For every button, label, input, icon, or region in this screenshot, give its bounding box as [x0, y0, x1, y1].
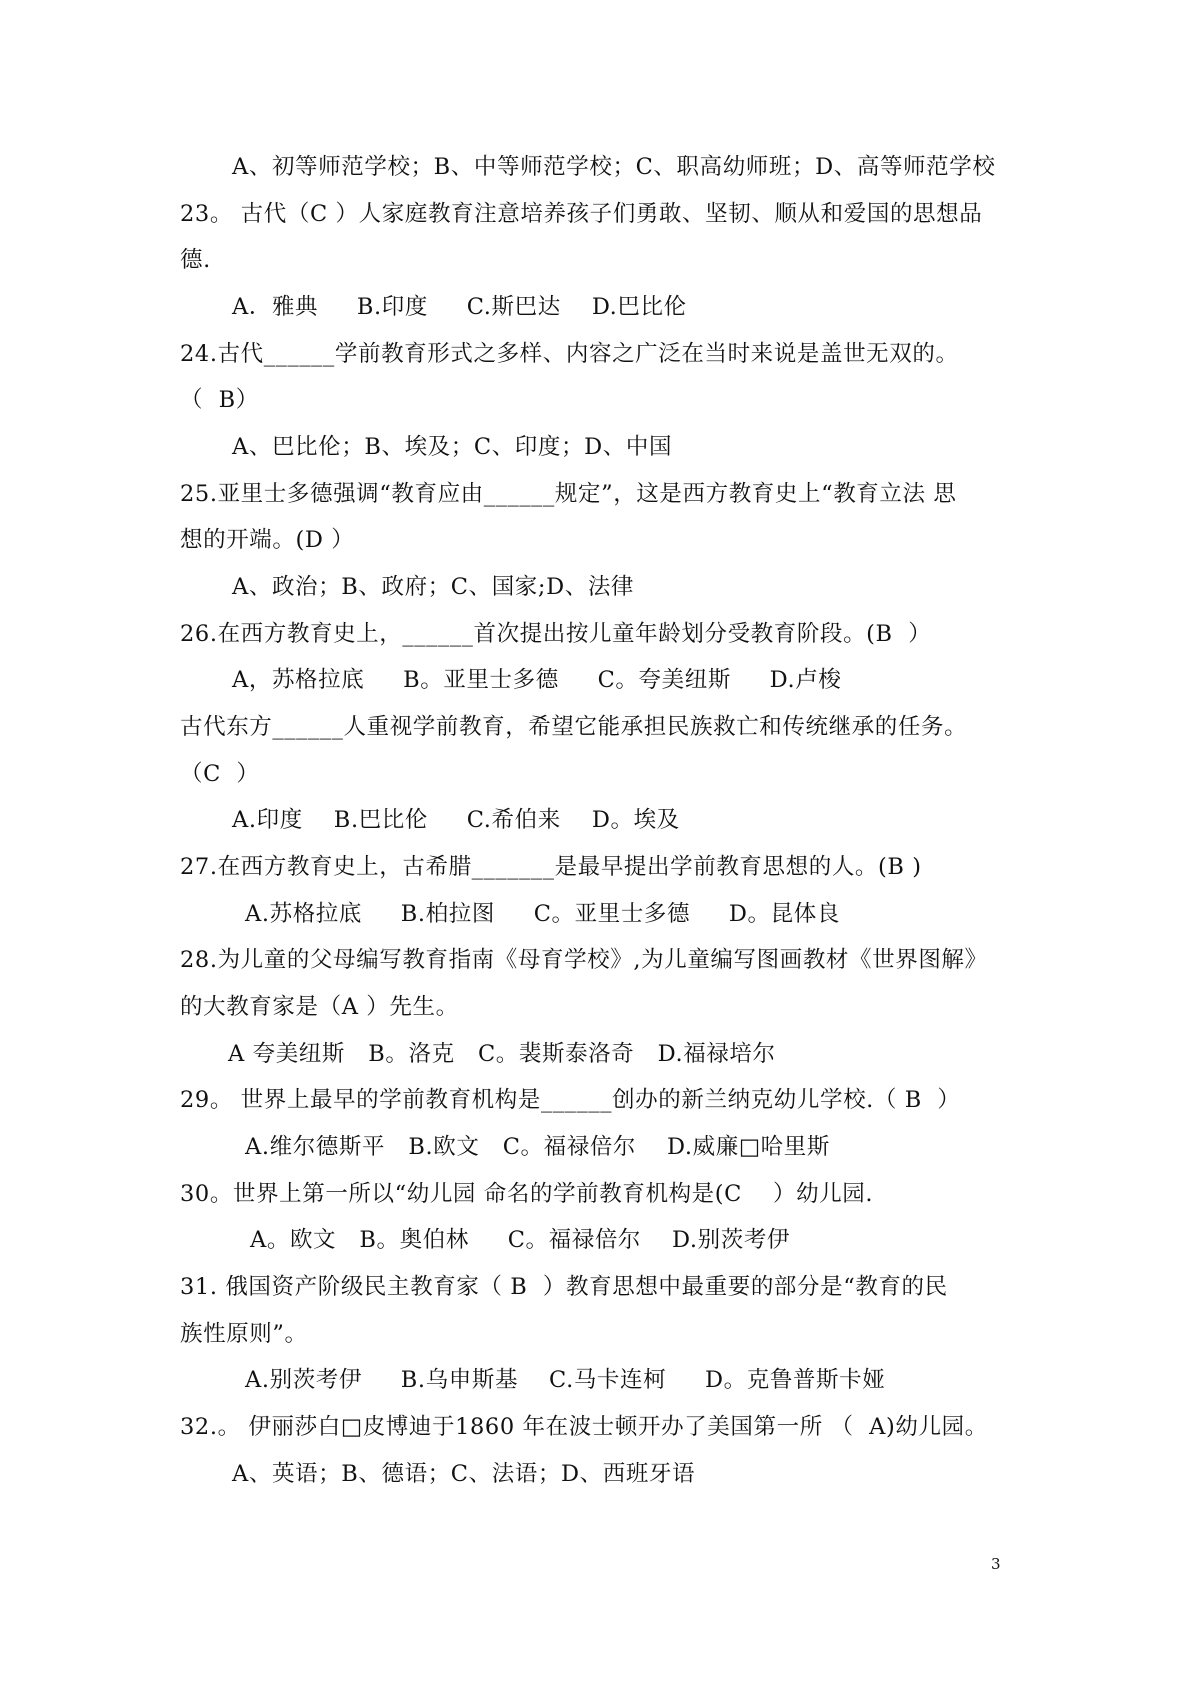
question-31-text-cont: 族性原则”。 — [180, 1321, 308, 1347]
question-unnumbered-options: A.印度 B.巴比伦 C.希伯来 D。埃及 — [232, 807, 680, 833]
question-26-options: A，苏格拉底 B。亚里士多德 C。夸美纽斯 D.卢梭 — [232, 667, 842, 693]
question-28-options: A 夸美纽斯 B。洛克 C。裴斯泰洛奇 D.福禄培尔 — [228, 1041, 776, 1067]
question-23-options: A．雅典 B.印度 C.斯巴达 D.巴比伦 — [232, 294, 687, 320]
question-27-text: 27.在西方教育史上，古希腊_______是最早提出学前教育思想的人。(B ) — [180, 854, 922, 880]
question-23-text-cont: 德. — [180, 247, 211, 273]
question-30-options: A。欧文 B。奥伯林 C。福禄倍尔 D.别茨考伊 — [250, 1227, 791, 1253]
question-24-answer: （ B） — [180, 387, 259, 413]
question-29-text: 29。 世界上最早的学前教育机构是______创办的新兰纳克幼儿学校.（ B ） — [180, 1087, 961, 1113]
question-22-options: A、初等师范学校；B、中等师范学校；C、职高幼师班；D、高等师范学校 — [232, 154, 996, 180]
question-28-text-cont: 的大教育家是（A ）先生。 — [180, 994, 459, 1020]
question-30-text: 30。世界上第一所以“幼儿园 命名的学前教育机构是(C ）幼儿园. — [180, 1181, 874, 1207]
question-24-text: 24.古代______学前教育形式之多样、内容之广泛在当时来说是盖世无双的。 — [180, 341, 959, 367]
question-26-text: 26.在西方教育史上，______首次提出按儿童年龄划分受教育阶段。(B ） — [180, 621, 932, 647]
question-24-options: A、巴比伦；B、埃及；C、印度；D、中国 — [232, 434, 673, 460]
page-number: 3 — [991, 1555, 1001, 1573]
question-32-options: A、英语；B、德语；C、法语；D、西班牙语 — [232, 1461, 696, 1487]
question-28-text: 28.为儿童的父母编写教育指南《母育学校》,为儿童编写图画教材《世界图解》 — [180, 947, 988, 973]
question-25-text: 25.亚里士多德强调“教育应由______规定”，这是西方教育史上“教育立法 思 — [180, 481, 957, 507]
question-31-text: 31. 俄国资产阶级民主教育家（ B ）教育思想中最重要的部分是“教育的民 — [180, 1274, 948, 1300]
question-32-text: 32.。 伊丽莎白□皮博迪于1860 年在波士顿开办了美国第一所 （ A)幼儿园。 — [180, 1414, 988, 1440]
question-31-options: A.别茨考伊 B.乌申斯基 C.马卡连柯 D。克鲁普斯卡娅 — [245, 1367, 886, 1393]
question-unnumbered-answer: （C ） — [180, 761, 260, 787]
question-27-options: A.苏格拉底 B.柏拉图 C。亚里士多德 D。昆体良 — [245, 901, 840, 927]
question-23-text: 23。 古代（C ）人家庭教育注意培养孩子们勇敢、坚韧、顺从和爱国的思想品 — [180, 201, 983, 227]
question-25-text-cont: 想的开端。(D ） — [180, 527, 355, 553]
question-25-options: A、政治；B、政府；C、国家;D、法律 — [232, 574, 635, 600]
question-29-options: A.维尔德斯平 B.欧文 C。福禄倍尔 D.威廉□哈里斯 — [245, 1134, 830, 1160]
question-unnumbered-text: 古代东方______人重视学前教育，希望它能承担民族救亡和传统继承的任务。 — [180, 714, 968, 740]
